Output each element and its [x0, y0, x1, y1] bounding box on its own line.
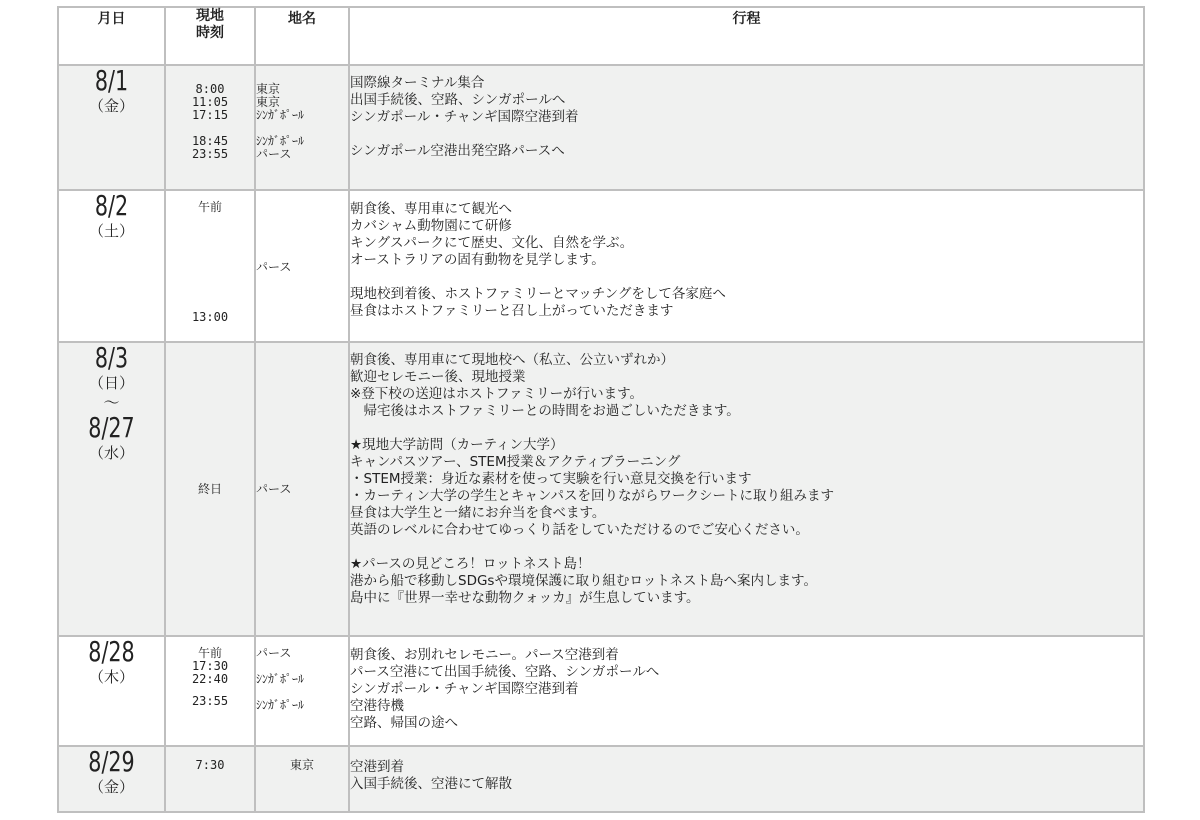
- header-place: 地名: [255, 7, 349, 65]
- table-row: [58, 746, 1144, 812]
- schedule-cell: 朝食後、専用車にて現地校へ（私立、公立いずれか） 歓迎セレモニー後、現地授業 ※登下校の送迎はホストファミリーが行います。 帰宅後はホストファミリーとの時間をお過ごしいただきます。 ★現地大学訪問（カーティン大学） キャンパスツアー、STEM授業＆アクティブラーニング ・STEM授業：身近な素材を使って実験を行い意見交換を行います ・カーティン大学の学生とキャンパスを回りながらワークシートに取り組みます 昼食は大学生と一緒にお弁当を食べます。 英語のレベルに合わせてゆっくり話をしていただけるのでご安心ください。 ★パースの見どころ！ロットネスト島！ 港から船で移動しSDGsや環境保護に取り組むロットネスト島へ案内します。 島中に『世界一幸せな動物クォッカ』が生息しています。: [349, 342, 1144, 636]
- header-local-time: 現地 時刻: [165, 7, 255, 65]
- itinerary-table: [57, 6, 1145, 813]
- time-cell: 8:00 11:05 17:15 18:45 23:55: [165, 65, 255, 190]
- table-row: [58, 342, 1144, 636]
- table-row: [58, 636, 1144, 746]
- schedule-cell: 国際線ターミナル集合 出国手続後、空路、シンガポールへ シンガポール・チャンギ国際空港到着 シンガポール空港出発空路パースへ: [349, 65, 1144, 190]
- time-cell: 午前 17:30 22:40 23:55: [165, 636, 255, 746]
- table-row: [58, 190, 1144, 342]
- time-cell: 終日: [165, 342, 255, 636]
- date-cell: 8/29 （金）: [58, 746, 165, 812]
- place-cell: パース ｼﾝｶﾞﾎﾟｰﾙ ｼﾝｶﾞﾎﾟｰﾙ: [255, 636, 349, 746]
- schedule-cell: 朝食後、専用車にて観光へ カバシャム動物園にて研修 キングスパークにて歴史、文化、自然を学ぶ。 オーストラリアの固有動物を見学します。 現地校到着後、ホストファミリーとマッチングをして各家庭へ 昼食はホストファミリーと召し上がっていただきます: [349, 190, 1144, 342]
- header-schedule: 行程: [349, 7, 1144, 65]
- place-cell: パース: [255, 190, 349, 342]
- place-cell: パース: [255, 342, 349, 636]
- time-cell: 午前 13:00: [165, 190, 255, 342]
- date-cell: 8/1 （金）: [58, 65, 165, 190]
- schedule-cell: 朝食後、お別れセレモニー。パース空港到着 パース空港にて出国手続後、空路、シンガポールへ シンガポール・チャンギ国際空港到着 空港待機 空路、帰国の途へ: [349, 636, 1144, 746]
- date-cell: 8/2 （土）: [58, 190, 165, 342]
- header-date: 月日: [58, 7, 165, 65]
- date-cell: 8/28 （木）: [58, 636, 165, 746]
- date-cell: 8/3 （日） ～ 8/27 （水）: [58, 342, 165, 636]
- time-cell: 7:30: [165, 746, 255, 812]
- place-cell: 東京: [255, 746, 349, 812]
- place-cell: 東京 東京 ｼﾝｶﾞﾎﾟｰﾙ ｼﾝｶﾞﾎﾟｰﾙ パース: [255, 65, 349, 190]
- schedule-cell: 空港到着 入国手続後、空港にて解散: [349, 746, 1144, 812]
- header-row: [58, 7, 1144, 65]
- table-row: [58, 65, 1144, 190]
